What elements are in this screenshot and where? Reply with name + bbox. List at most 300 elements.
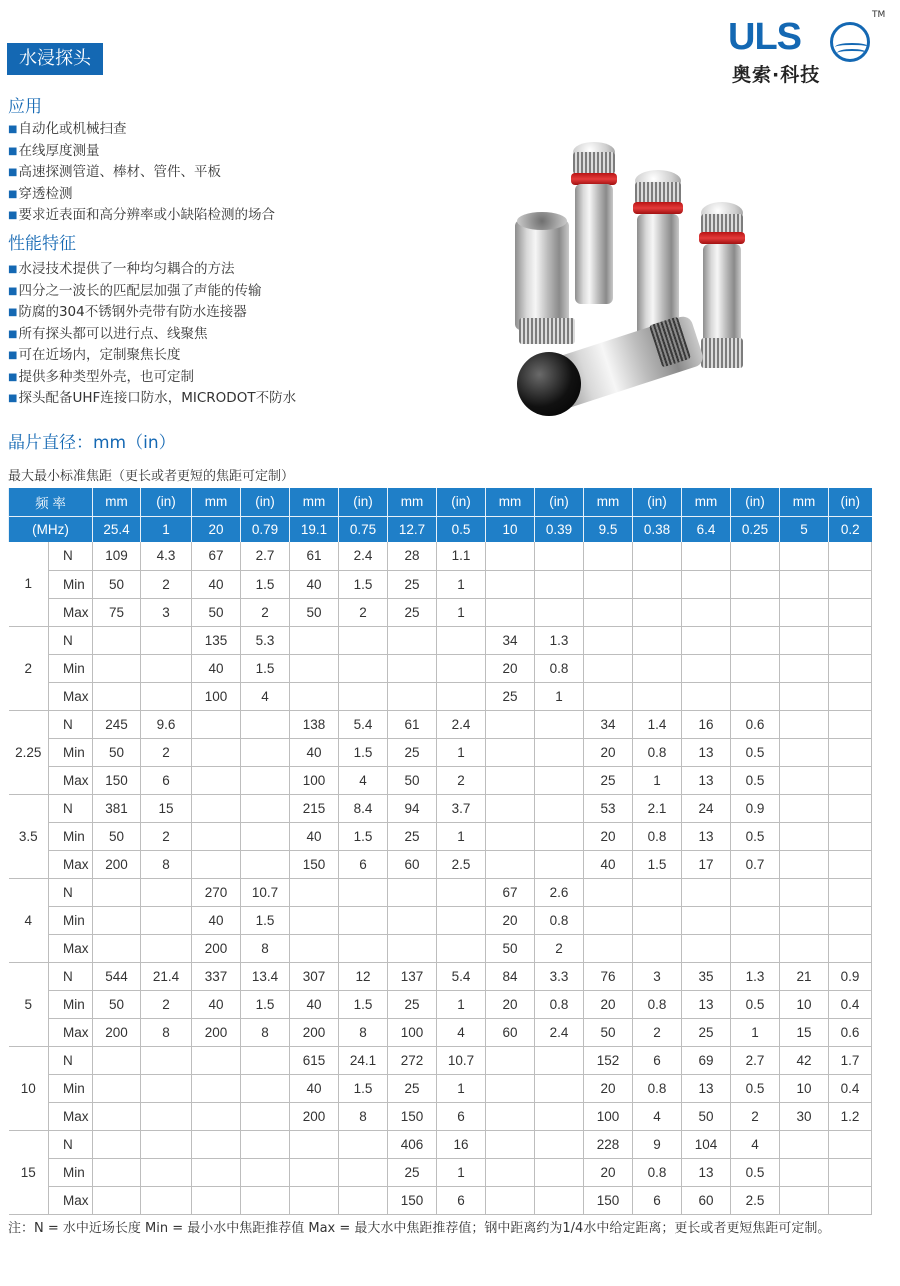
table-cell: 0.4	[829, 990, 872, 1018]
table-cell: 2	[141, 738, 192, 766]
table-cell	[192, 1186, 241, 1214]
table-cell	[93, 682, 141, 710]
header-label: 频 率	[9, 488, 93, 516]
frequency-cell: 10	[9, 1046, 49, 1130]
table-cell: 2	[437, 766, 486, 794]
table-cell: 13	[682, 766, 731, 794]
table-cell: 1	[633, 766, 682, 794]
table-cell	[829, 1186, 872, 1214]
table-cell	[535, 542, 584, 570]
table-cell	[486, 542, 535, 570]
table-cell	[584, 878, 633, 906]
table-cell	[682, 654, 731, 682]
table-cell: 6	[437, 1186, 486, 1214]
row-label: N	[49, 1046, 93, 1074]
table-cell	[780, 766, 829, 794]
table-cell: 50	[93, 738, 141, 766]
header-cell: 25.4	[93, 516, 141, 542]
table-cell: 6	[633, 1186, 682, 1214]
table-cell	[141, 654, 192, 682]
feature-item: ■ 所有探头都可以进行点、线聚焦	[8, 322, 296, 344]
header-cell: (in)	[437, 488, 486, 516]
table-cell: 8.4	[339, 794, 388, 822]
table-cell	[535, 738, 584, 766]
table-cell: 25	[388, 1074, 437, 1102]
table-cell: 40	[192, 570, 241, 598]
header-cell: 1	[141, 516, 192, 542]
table-cell: 215	[290, 794, 339, 822]
table-cell: 61	[388, 710, 437, 738]
logo-subtitle: 奥索·科技	[732, 64, 821, 86]
table-cell: 50	[682, 1102, 731, 1130]
header-cell: 9.5	[584, 516, 633, 542]
table-cell: 13	[682, 1158, 731, 1186]
table-cell: 337	[192, 962, 241, 990]
table-cell: 2.5	[437, 850, 486, 878]
table-cell	[780, 570, 829, 598]
table-cell: 1	[437, 570, 486, 598]
table-cell	[682, 878, 731, 906]
table-cell	[437, 878, 486, 906]
table-cell	[780, 542, 829, 570]
frequency-cell: 2	[9, 626, 49, 710]
table-cell	[780, 850, 829, 878]
table-cell: 3.3	[535, 962, 584, 990]
table-cell: 9	[633, 1130, 682, 1158]
table-cell: 15	[141, 794, 192, 822]
table-cell: 0.8	[633, 1074, 682, 1102]
table-cell: 50	[486, 934, 535, 962]
table-cell	[780, 598, 829, 626]
feature-item: ■ 可在近场内，定制聚焦长度	[8, 343, 296, 365]
table-cell: 20	[584, 1074, 633, 1102]
table-cell	[93, 626, 141, 654]
table-cell	[486, 766, 535, 794]
table-cell: 150	[388, 1102, 437, 1130]
table-cell	[731, 654, 780, 682]
table-header-units	[9, 488, 872, 516]
table-cell: 1.1	[437, 542, 486, 570]
table-cell	[731, 878, 780, 906]
table-cell: 2.4	[535, 1018, 584, 1046]
table-cell	[339, 1186, 388, 1214]
table-row	[9, 1074, 872, 1102]
wave-logo-icon	[830, 22, 870, 62]
header-cell: mm	[486, 488, 535, 516]
table-cell	[486, 598, 535, 626]
frequency-cell: 5	[9, 962, 49, 1046]
trademark-mark: TM	[872, 10, 886, 20]
table-cell: 28	[388, 542, 437, 570]
table-cell: 20	[584, 822, 633, 850]
table-cell: 2	[633, 1018, 682, 1046]
table-cell: 5.4	[339, 710, 388, 738]
table-cell	[339, 654, 388, 682]
table-cell: 0.5	[731, 990, 780, 1018]
table-cell	[339, 906, 388, 934]
table-cell	[829, 906, 872, 934]
table-cell	[290, 682, 339, 710]
table-cell	[192, 822, 241, 850]
table-cell	[486, 850, 535, 878]
table-cell: 1	[437, 1074, 486, 1102]
row-label: Max	[49, 850, 93, 878]
row-label: Min	[49, 1074, 93, 1102]
table-cell	[633, 626, 682, 654]
table-cell: 50	[290, 598, 339, 626]
header-cell: 12.7	[388, 516, 437, 542]
table-cell: 13	[682, 990, 731, 1018]
table-cell	[682, 626, 731, 654]
table-cell: 10.7	[437, 1046, 486, 1074]
table-cell: 25	[682, 1018, 731, 1046]
table-cell: 1.7	[829, 1046, 872, 1074]
table-cell: 40	[192, 906, 241, 934]
table-cell: 1	[437, 822, 486, 850]
feature-item: ■ 四分之一波长的匹配层加强了声能的传输	[8, 279, 296, 301]
table-row	[9, 1102, 872, 1130]
table-cell	[780, 682, 829, 710]
row-label: N	[49, 710, 93, 738]
table-cell: 15	[780, 1018, 829, 1046]
table-cell	[339, 1130, 388, 1158]
table-cell: 34	[486, 626, 535, 654]
table-cell	[535, 794, 584, 822]
table-cell	[388, 682, 437, 710]
table-cell	[388, 626, 437, 654]
table-row	[9, 542, 872, 570]
header-cell: mm	[93, 488, 141, 516]
table-cell: 40	[192, 990, 241, 1018]
table-cell	[339, 682, 388, 710]
table-cell	[486, 1130, 535, 1158]
row-label: Max	[49, 934, 93, 962]
table-cell: 245	[93, 710, 141, 738]
table-cell	[829, 710, 872, 738]
table-cell	[780, 906, 829, 934]
table-cell: 2	[535, 934, 584, 962]
header-cell: (in)	[241, 488, 290, 516]
table-cell: 0.6	[731, 710, 780, 738]
table-cell: 50	[584, 1018, 633, 1046]
table-cell: 60	[388, 850, 437, 878]
table-cell: 1.3	[535, 626, 584, 654]
table-cell	[780, 1186, 829, 1214]
table-cell	[290, 934, 339, 962]
feature-item: ■ 提供多种类型外壳，也可定制	[8, 365, 296, 387]
table-cell	[829, 766, 872, 794]
table-cell: 4.3	[141, 542, 192, 570]
table-cell	[241, 1074, 290, 1102]
table-cell	[535, 1130, 584, 1158]
table-cell: 1	[437, 990, 486, 1018]
table-cell: 1	[731, 1018, 780, 1046]
table-cell: 5.3	[241, 626, 290, 654]
table-cell	[241, 1130, 290, 1158]
table-cell	[535, 1102, 584, 1130]
table-row	[9, 878, 872, 906]
table-cell: 0.8	[535, 654, 584, 682]
table-cell: 8	[141, 850, 192, 878]
table-cell	[141, 1186, 192, 1214]
header-cell: 0.25	[731, 516, 780, 542]
table-cell: 21.4	[141, 962, 192, 990]
table-cell	[339, 934, 388, 962]
applications-heading: 应用	[8, 97, 42, 117]
table-cell: 20	[584, 738, 633, 766]
table-cell: 60	[486, 1018, 535, 1046]
table-cell	[486, 710, 535, 738]
focal-length-subheading: 最大最小标准焦距（更长或者更短的焦距可定制）	[8, 469, 295, 484]
row-label: Max	[49, 1102, 93, 1130]
row-label: Min	[49, 738, 93, 766]
table-cell	[486, 1186, 535, 1214]
header-cell: mm	[780, 488, 829, 516]
table-cell	[141, 1102, 192, 1130]
table-cell	[829, 738, 872, 766]
table-cell	[93, 1186, 141, 1214]
table-cell: 8	[241, 1018, 290, 1046]
table-cell	[241, 1046, 290, 1074]
table-cell	[93, 1102, 141, 1130]
table-cell	[141, 682, 192, 710]
table-cell: 6	[633, 1046, 682, 1074]
table-cell: 40	[290, 570, 339, 598]
table-cell	[241, 822, 290, 850]
header-cell: (in)	[339, 488, 388, 516]
table-cell	[780, 878, 829, 906]
table-cell: 40	[584, 850, 633, 878]
table-cell	[731, 626, 780, 654]
table-cell: 0.9	[731, 794, 780, 822]
table-cell	[731, 906, 780, 934]
table-cell: 1.5	[339, 990, 388, 1018]
table-cell: 0.8	[535, 990, 584, 1018]
table-cell	[141, 1130, 192, 1158]
table-cell: 200	[192, 1018, 241, 1046]
table-cell	[682, 906, 731, 934]
table-cell	[584, 598, 633, 626]
table-cell	[633, 570, 682, 598]
row-label: N	[49, 626, 93, 654]
uls-logo	[728, 10, 888, 86]
table-cell: 0.8	[535, 906, 584, 934]
table-row	[9, 1130, 872, 1158]
table-cell: 135	[192, 626, 241, 654]
table-cell	[486, 1046, 535, 1074]
table-cell: 40	[290, 822, 339, 850]
table-cell: 25	[388, 1158, 437, 1186]
table-cell: 8	[241, 934, 290, 962]
table-cell: 8	[339, 1102, 388, 1130]
table-cell: 50	[93, 570, 141, 598]
table-cell: 25	[388, 738, 437, 766]
row-label: N	[49, 962, 93, 990]
table-cell: 2.5	[731, 1186, 780, 1214]
table-cell	[290, 906, 339, 934]
table-cell: 5.4	[437, 962, 486, 990]
table-cell	[780, 934, 829, 962]
table-cell	[584, 570, 633, 598]
header-cell: 0.38	[633, 516, 682, 542]
table-cell	[829, 1130, 872, 1158]
table-cell: 1	[437, 738, 486, 766]
table-cell: 3.7	[437, 794, 486, 822]
table-cell: 40	[290, 1074, 339, 1102]
table-cell: 35	[682, 962, 731, 990]
table-cell	[584, 626, 633, 654]
logo-text: ULS	[728, 16, 801, 58]
table-cell: 0.5	[731, 1074, 780, 1102]
table-cell	[780, 822, 829, 850]
table-row	[9, 766, 872, 794]
table-cell	[829, 682, 872, 710]
table-cell	[780, 626, 829, 654]
footnote: 注：N = 水中近场长度 Min = 最小水中焦距推荐值 Max = 最大水中焦距推荐值；钢中距离约为1/4水中给定距离；更长或者更短焦距可定制。	[8, 1221, 831, 1236]
table-cell: 21	[780, 962, 829, 990]
header-cell: (in)	[829, 488, 872, 516]
table-cell	[780, 738, 829, 766]
table-cell	[682, 570, 731, 598]
table-cell	[388, 654, 437, 682]
table-cell	[633, 906, 682, 934]
table-cell	[535, 1158, 584, 1186]
table-cell: 200	[290, 1018, 339, 1046]
row-label: Min	[49, 570, 93, 598]
row-label: Min	[49, 1158, 93, 1186]
table-cell: 20	[486, 990, 535, 1018]
table-cell	[584, 654, 633, 682]
table-cell: 1.5	[241, 654, 290, 682]
table-row	[9, 990, 872, 1018]
row-label: Min	[49, 990, 93, 1018]
table-cell: 1.5	[241, 906, 290, 934]
table-cell	[437, 654, 486, 682]
row-label: N	[49, 794, 93, 822]
table-cell	[535, 822, 584, 850]
header-cell: 19.1	[290, 516, 339, 542]
table-cell	[388, 878, 437, 906]
table-cell: 8	[141, 1018, 192, 1046]
table-cell: 104	[682, 1130, 731, 1158]
row-label: N	[49, 542, 93, 570]
header-cell: mm	[584, 488, 633, 516]
table-cell	[93, 878, 141, 906]
table-cell	[437, 934, 486, 962]
table-cell	[486, 1158, 535, 1186]
table-cell: 137	[388, 962, 437, 990]
table-cell: 1.3	[731, 962, 780, 990]
table-cell: 0.9	[829, 962, 872, 990]
table-row	[9, 850, 872, 878]
header-cell: 0.2	[829, 516, 872, 542]
features-heading: 性能特征	[8, 234, 76, 254]
table-cell	[633, 598, 682, 626]
table-cell: 0.8	[633, 1158, 682, 1186]
table-cell: 100	[388, 1018, 437, 1046]
table-cell	[141, 1074, 192, 1102]
table-cell	[141, 1046, 192, 1074]
table-cell: 150	[93, 766, 141, 794]
table-cell: 40	[290, 738, 339, 766]
table-cell: 0.8	[633, 738, 682, 766]
table-cell	[241, 850, 290, 878]
table-cell	[241, 738, 290, 766]
table-cell: 25	[388, 598, 437, 626]
table-cell: 1	[437, 1158, 486, 1186]
table-cell	[339, 1158, 388, 1186]
frequency-cell: 1	[9, 542, 49, 626]
row-label: N	[49, 1130, 93, 1158]
table-row	[9, 934, 872, 962]
table-cell: 1.5	[241, 990, 290, 1018]
table-cell: 6	[437, 1102, 486, 1130]
table-cell: 10	[780, 990, 829, 1018]
table-cell: 0.6	[829, 1018, 872, 1046]
table-cell	[829, 570, 872, 598]
table-row	[9, 1046, 872, 1074]
table-cell	[682, 934, 731, 962]
header-cell: (in)	[141, 488, 192, 516]
table-cell	[437, 682, 486, 710]
table-cell	[486, 738, 535, 766]
table-header-diameters	[9, 516, 872, 542]
application-item: ■ 自动化或机械扫查	[8, 117, 275, 139]
table-cell	[290, 878, 339, 906]
table-cell: 1.5	[339, 1074, 388, 1102]
page-title: 水浸探头	[7, 43, 103, 75]
row-label: Max	[49, 598, 93, 626]
table-cell: 109	[93, 542, 141, 570]
table-cell	[829, 850, 872, 878]
table-row	[9, 654, 872, 682]
table-cell	[339, 878, 388, 906]
table-cell: 20	[486, 906, 535, 934]
table-cell: 406	[388, 1130, 437, 1158]
header-cell: 20	[192, 516, 241, 542]
table-cell	[192, 766, 241, 794]
table-cell: 53	[584, 794, 633, 822]
table-cell: 2	[141, 990, 192, 1018]
table-cell: 10.7	[241, 878, 290, 906]
table-cell	[633, 934, 682, 962]
table-cell	[192, 1074, 241, 1102]
table-cell	[192, 1158, 241, 1186]
table-cell	[633, 878, 682, 906]
table-cell: 50	[388, 766, 437, 794]
table-cell	[93, 1074, 141, 1102]
table-row	[9, 822, 872, 850]
header-cell: mm	[388, 488, 437, 516]
table-cell	[535, 850, 584, 878]
table-cell: 94	[388, 794, 437, 822]
table-row	[9, 1018, 872, 1046]
header-cell: 0.79	[241, 516, 290, 542]
table-cell	[829, 934, 872, 962]
table-cell	[535, 710, 584, 738]
header-cell: mm	[290, 488, 339, 516]
application-item: ■ 高速探测管道、棒材、管件、平板	[8, 160, 275, 182]
header-cell: 0.75	[339, 516, 388, 542]
table-cell: 24	[682, 794, 731, 822]
application-item: ■ 在线厚度测量	[8, 139, 275, 161]
table-cell	[829, 598, 872, 626]
table-cell: 228	[584, 1130, 633, 1158]
table-cell: 25	[388, 990, 437, 1018]
table-cell: 100	[584, 1102, 633, 1130]
frequency-cell: 15	[9, 1130, 49, 1214]
table-cell	[437, 626, 486, 654]
